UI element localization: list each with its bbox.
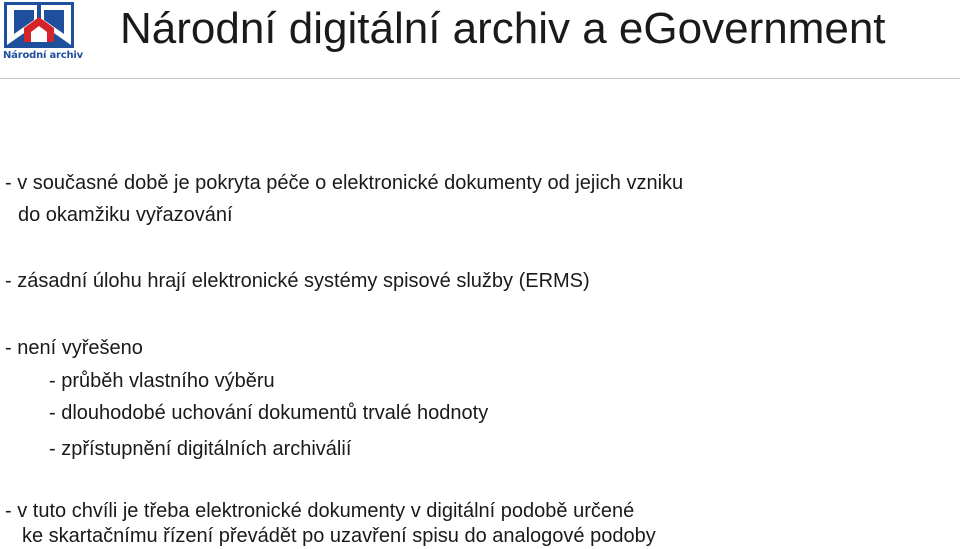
bullet-line-6: ke skartačnímu řízení převádět po uzavření spisu do analogové podoby: [22, 525, 656, 547]
bullet-line-4: - není vyřešeno: [5, 337, 143, 359]
title-divider: [0, 78, 960, 79]
national-archive-logo: [0, 0, 83, 68]
slide-title: Národní digitální archiv a eGovernment: [120, 4, 886, 53]
bullet-line-1: - v současné době je pokryta péče o elektronické dokumenty od jejich vzniku: [5, 172, 684, 194]
national-archive-logo-icon: [4, 2, 74, 48]
bullet-line-2: do okamžiku vyřazování: [18, 204, 233, 226]
sub-bullet-line-3: - zpřístupnění digitálních archiválií: [49, 438, 352, 460]
bullet-line-3: - zásadní úlohu hrají elektronické systémy spisové služby (ERMS): [5, 270, 590, 292]
logo-text: Národní archiv: [3, 50, 83, 61]
sub-bullet-line-1: - průběh vlastního výběru: [49, 370, 275, 392]
bullet-line-5: - v tuto chvíli je třeba elektronické dokumenty v digitální podobě určené: [5, 500, 635, 522]
sub-bullet-line-2: - dlouhodobé uchování dokumentů trvalé hodnoty: [49, 402, 489, 424]
